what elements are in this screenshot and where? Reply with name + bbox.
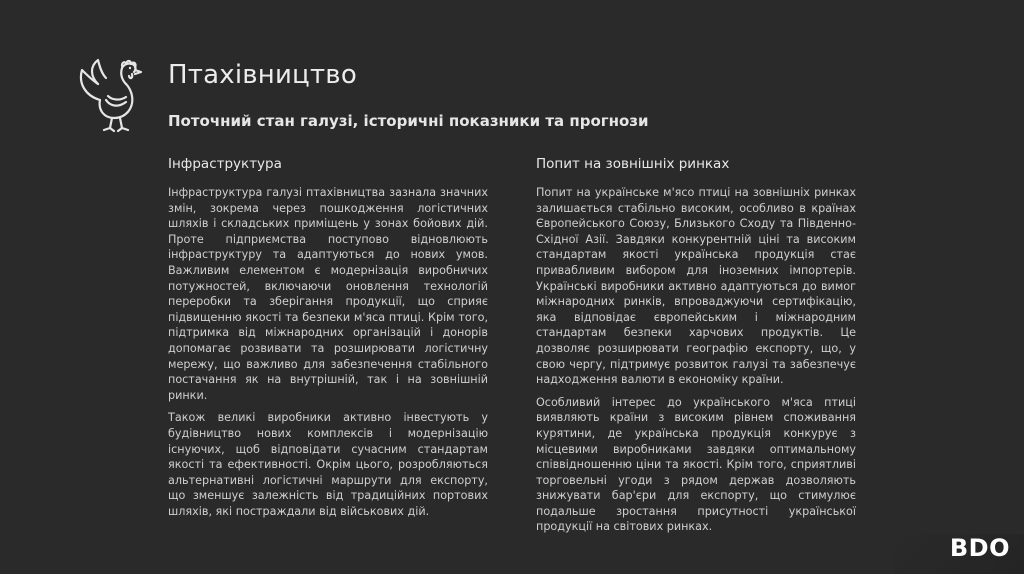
rooster-icon bbox=[74, 56, 144, 136]
page-title: Птахівництво bbox=[168, 60, 357, 90]
page-subtitle: Поточний стан галузі, історичні показники та прогнози bbox=[168, 112, 649, 130]
infrastructure-section bbox=[168, 156, 488, 526]
paragraph: Особливий інтерес до українського м'яса птиці виявляють країни з високим рівнем споживання курятини, де українська продукція конкурує з місцевими виробниками завдяки оптимальному співвідношенню ціни та якості. Крім того, сприятливі торговельні угоди з рядом держав дозволяють знижувати бар'єри для експорту, що стимулює подальше зростання присутності української продукції на світових ринках. bbox=[536, 395, 856, 534]
bdo-logo: BDO bbox=[949, 534, 1010, 562]
foreign-demand-section bbox=[536, 156, 856, 542]
paragraph: Інфраструктура галузі птахівництва зазнала значних змін, зокрема через пошкодження логістичних шляхів і складських приміщень у зонах бойових дій. Проте підприємства поступово відновлюють інфраструктуру та адаптуються до нових умов. Важливим елементом є модернізація виробничих потужностей, включаючи оновлення технологій переробки та зберігання продукції, що сприяє підвищенню якості та безпеки м'яса птиці. Крім того, підтримка від міжнародних організацій і донорів допомагає розвивати та розширювати логістичну мережу, що важливо для забезпечення стабільного постачання як на внутрішній, так і на зовнішній ринки. bbox=[168, 186, 488, 402]
section-heading: Попит на зовнішніх ринках bbox=[536, 156, 730, 172]
section-heading: Інфраструктура bbox=[168, 156, 282, 172]
paragraph: Також великі виробники активно інвестують у будівництво нових комплексів і модернізацію існуючих, щоб відповідати сучасним стандартам якості та ефективності. Окрім цього, розробляються альтернативні логістичні маршрути для експорту, що зменшує залежність від традиційних портових шляхів, які постраждали від військових дій. bbox=[168, 411, 488, 518]
paragraph: Попит на українське м'ясо птиці на зовнішніх ринках залишається стабільно високим, особливо в країнах Європейського Союзу, Близького Сходу та Південно-Східної Азії. Завдяки конкурентній ціні та високим стандартам якості українська продукція стає привабливим вибором для іноземних імпортерів. Українські виробники активно адаптуються до вимог міжнародних ринків, впроваджуючи сертифікацію, яка відповідає європейським і міжнародним стандартам безпеки харчових продуктів. Це дозволяє розширювати географію експорту, що, у свою чергу, підтримує розвиток галузі та забезпечує надходження валюти в економіку країни. bbox=[536, 186, 856, 387]
